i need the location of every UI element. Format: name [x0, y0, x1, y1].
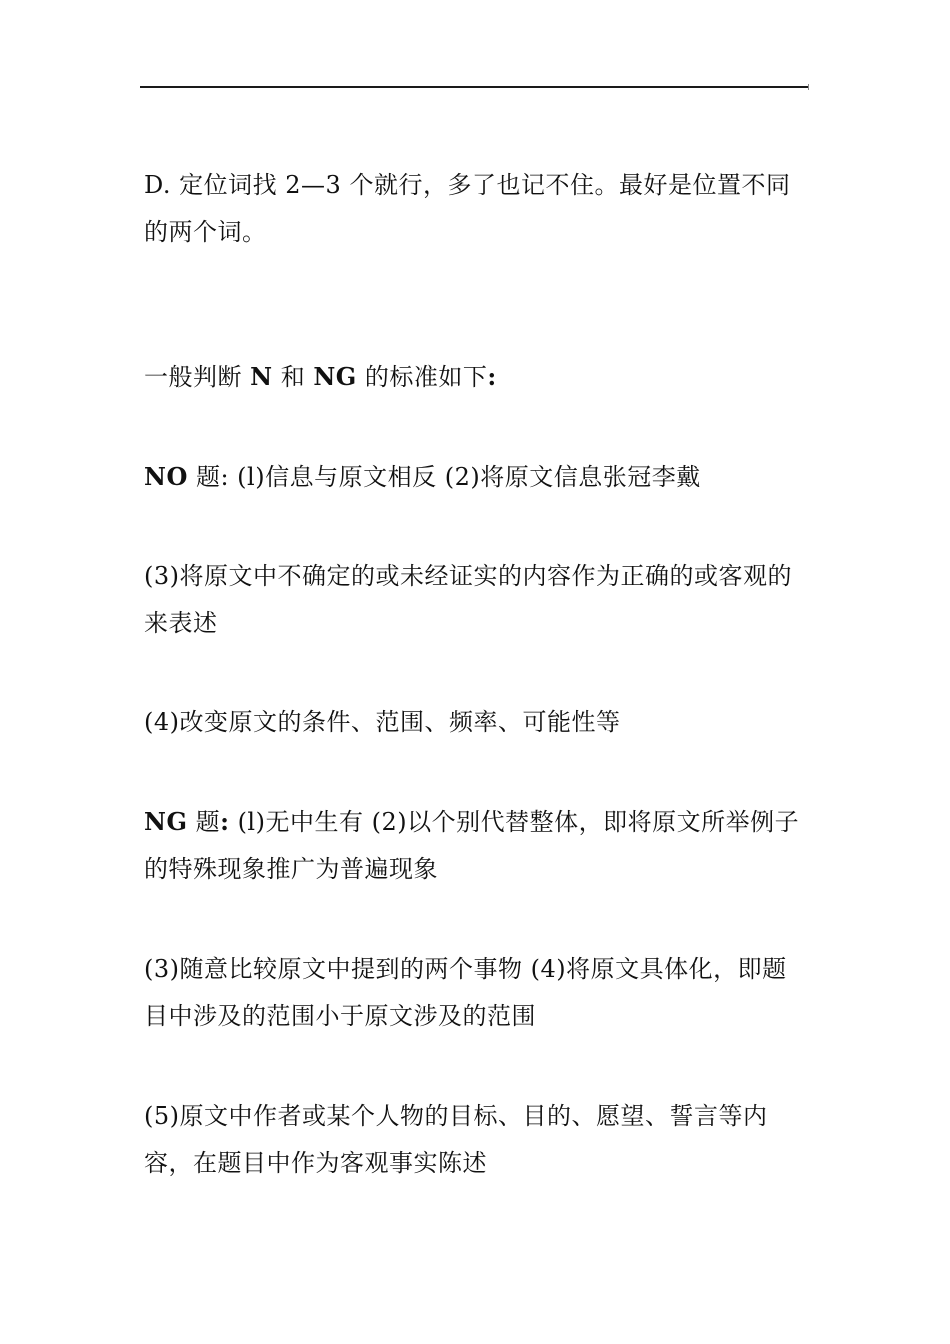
no-label: NO	[144, 462, 188, 491]
no-criteria-1-text: 题: (l)信息与原文相反 (2)将原文信息张冠李戴	[187, 463, 701, 491]
paragraph-no-criteria-4: (4)改变原文的条件、范围、频率、可能性等	[144, 708, 621, 736]
paragraph-no-criteria-1	[144, 453, 810, 501]
intro-n-label: N	[250, 362, 273, 391]
ng-colon: :	[220, 807, 230, 836]
paragraph-no-criteria-3: (3)将原文中不确定的或未经证实的内容作为正确的或客观的来表述	[144, 562, 792, 637]
intro-text-a: 一般判断	[144, 363, 251, 391]
paragraph-ng-criteria-1	[144, 798, 810, 893]
paragraph-ng-criteria-3: (3)随意比较原文中提到的两个事物 (4)将原文具体化，即题目中涉及的范围小于原文涉及的范围	[144, 955, 787, 1030]
intro-colon: :	[487, 362, 497, 391]
header-rule	[140, 86, 808, 88]
paragraph-option-d: D. 定位词找 2—3 个就行，多了也记不住。最好是位置不同的两个词。	[144, 171, 791, 246]
intro-ng-label: NG	[313, 362, 357, 391]
paragraph-criteria-intro	[144, 353, 810, 401]
intro-text-c: 和	[272, 363, 314, 391]
header-tick	[808, 84, 809, 90]
ng-label: NG	[144, 807, 188, 836]
intro-text-e: 的标准如下	[356, 363, 488, 391]
paragraph-ng-criteria-5: (5)原文中作者或某个人物的目标、目的、愿望、誓言等内容，在题目中作为客观事实陈述	[144, 1102, 768, 1177]
ng-label-suffix: 题	[187, 808, 221, 836]
ng-criteria-1-text: (l)无中生有 (2)以个别代替整体，即将原文所举例子的特殊现象推广为普遍现象	[144, 808, 800, 883]
document-body	[144, 162, 810, 1187]
